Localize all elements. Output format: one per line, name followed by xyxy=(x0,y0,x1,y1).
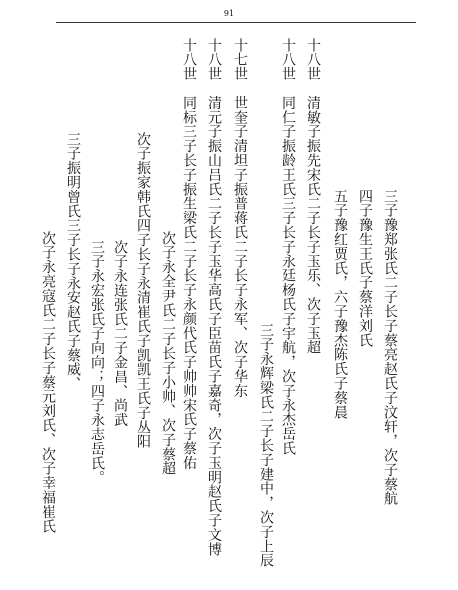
text-column-4: 十八世 清敏子振先宋氏二子长子玉乐、次子玉超 xyxy=(305,38,321,355)
text-column-11: 次子振家韩氏四子长子永清崔氏子凯凯王氏子丛阳 xyxy=(135,132,151,449)
text-column-8: 十八世 清元子振山吕氏二子长子玉华高氏子臣苗氏子嘉奇，次子玉明赵氏子文博 xyxy=(206,38,222,557)
text-column-10: 次子永全尹氏二子长子小帅、次子蔡超 xyxy=(160,231,176,476)
text-column-13: 三子永宏张氏子向向；四子永志岳氏。 xyxy=(89,240,105,485)
text-column-3: 五子豫红贾氏，六子豫杰陈氏子蔡晨 xyxy=(332,189,348,420)
header-rule xyxy=(56,22,416,23)
text-column-2: 四子豫生王氏子蔡洋刘氏 xyxy=(357,189,373,348)
text-column-9: 十八世 同标三子长子振生梁氏二子长子永颜代氏子帅帅宋氏子蔡佑 xyxy=(181,38,197,470)
text-column-7: 十七世 世奎子清坦子振普蒋氏二子长子永军、次子华东 xyxy=(232,38,248,398)
page-number: 91 xyxy=(223,9,235,18)
text-column-12: 次子永连张氏二子金昌、尚武 xyxy=(112,240,128,428)
text-column-15: 次子永亮寇氏二子长子蔡元刘氏、次子幸福崔氏 xyxy=(40,231,56,534)
text-column-6: 三子永辉梁氏二子长子建中，次子上辰 xyxy=(258,323,274,568)
text-column-5: 十八世 同仁子振龄王氏三子长子永廷杨氏子宇航，次子永杰岳氏 xyxy=(280,38,296,456)
text-column-1: 三子豫郑张氏二子长子蔡亮赵氏子汶轩，次子蔡航 xyxy=(382,189,398,506)
text-column-14: 三子振明曾氏三子长子永安赵氏子蔡威、 xyxy=(65,132,81,392)
